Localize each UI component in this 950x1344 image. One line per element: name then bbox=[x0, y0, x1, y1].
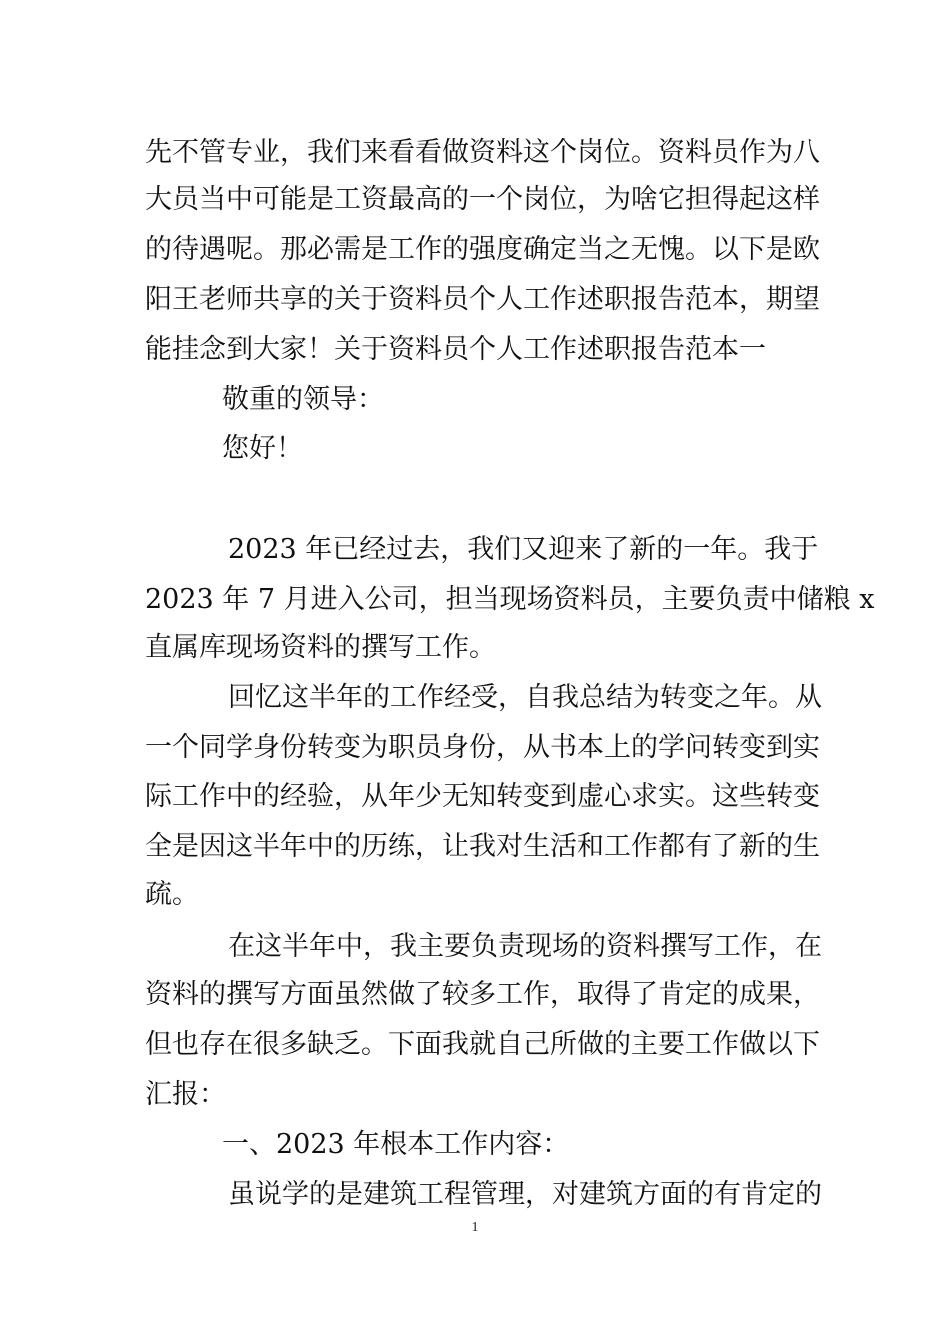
greeting: 您好！ bbox=[222, 433, 303, 464]
paragraph-1-line-1: 2023 年已经过去，我们又迎来了新的一年。我于 bbox=[228, 534, 819, 565]
page-number: 1 bbox=[471, 1220, 479, 1235]
intro-line-2: 大员当中可能是工资最高的一个岗位，为啥它担得起这样 bbox=[145, 184, 820, 215]
paragraph-3-line-4: 汇报： bbox=[145, 1079, 226, 1110]
intro-line-1: 先不管专业，我们来看看做资料这个岗位。资料员作为八 bbox=[145, 137, 820, 168]
paragraph-3-line-1: 在这半年中，我主要负责现场的资料撰写工作，在 bbox=[228, 931, 822, 962]
salutation: 敬重的领导： bbox=[222, 384, 384, 415]
paragraph-4-line-1: 虽说学的是建筑工程管理，对建筑方面的有肯定的 bbox=[228, 1179, 822, 1210]
section-heading: 一、2023 年根本工作内容： bbox=[222, 1129, 570, 1160]
paragraph-2-line-4: 全是因这半年中的历练，让我对生活和工作都有了新的生 bbox=[145, 831, 820, 862]
paragraph-2-line-3: 际工作中的经验，从年少无知转变到虚心求实。这些转变 bbox=[145, 781, 820, 812]
intro-line-3: 的待遇呢。那必需是工作的强度确定当之无愧。以下是欧 bbox=[145, 234, 820, 265]
paragraph-1-line-2: 2023 年 7 月进入公司，担当现场资料员，主要负责中储粮 x bbox=[145, 584, 875, 615]
paragraph-2-line-5: 疏。 bbox=[145, 879, 199, 910]
paragraph-1-line-3: 直属库现场资料的撰写工作。 bbox=[145, 632, 496, 663]
intro-line-5: 能挂念到大家！关于资料员个人工作述职报告范本一 bbox=[145, 334, 766, 365]
paragraph-2-line-2: 一个同学身份转变为职员身份，从书本上的学问转变到实 bbox=[145, 732, 820, 763]
intro-line-4: 阳王老师共享的关于资料员个人工作述职报告范本，期望 bbox=[145, 284, 820, 315]
paragraph-3-line-2: 资料的撰写方面虽然做了较多工作，取得了肯定的成果， bbox=[145, 979, 820, 1010]
paragraph-2-line-1: 回忆这半年的工作经受，自我总结为转变之年。从 bbox=[228, 682, 822, 713]
paragraph-3-line-3: 但也存在很多缺乏。下面我就自己所做的主要工作做以下 bbox=[145, 1029, 820, 1060]
